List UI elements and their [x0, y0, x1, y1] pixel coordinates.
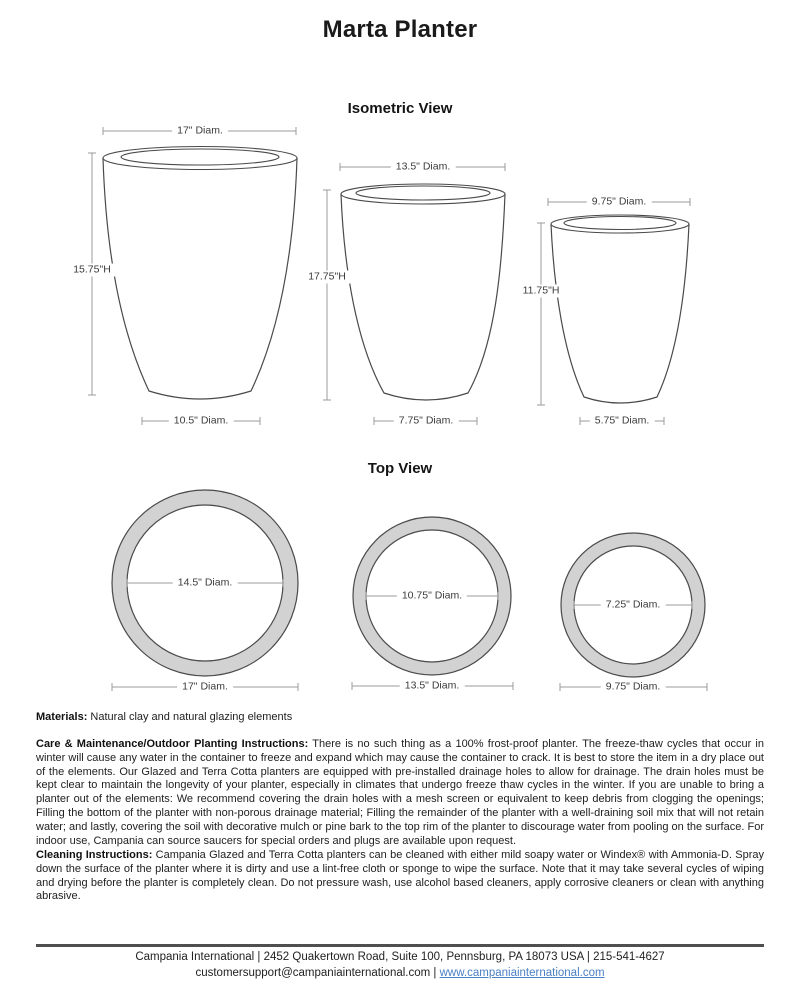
materials-text: Natural clay and natural glazing elements: [90, 711, 293, 723]
cleaning-instructions-paragraph: [36, 849, 764, 904]
footer-divider: [36, 944, 764, 947]
page-title: Marta Planter: [322, 16, 478, 43]
care-text: There is no such thing as a 100% frost-proof planter. The freeze-thaw cycles that occur in winter will cause any water in the container to freeze and expand which may cause the container to crack. It is best to store the item in a dry place out of the elements. Our Glazed and Terra Cotta planters are equipped with pre-installed drainage holes to allow for drainage. The drain holes must be kept clear to maintain the longevity of your planter, especially in climates that undergo freeze thaw cycles in the winter. If you are unable to bring a planter out of the elements: We recommend covering the drain holes with a mesh screen or equivalent to keep debris from clogging the openings; Filling the bottom of the planter with non-porous drainage material; Filling the remainder of the planter with a well-draining soil mix that will not retain water; and lastly, covering the soil with decorative mulch or pine bark to the top rim of the planter to discourage water from pooling on the surface. For indoor use, Campania can source saucers for special orders and plugs are available upon request.: [36, 738, 764, 847]
dim-label-ring-small-outer: 9.75" Diam.: [601, 681, 666, 694]
care-label: Care & Maintenance/Outdoor Planting Instructions:: [36, 738, 309, 750]
footer-email: customersupport@campaniainternational.com: [195, 967, 431, 979]
planter-small-drawing: [537, 198, 690, 425]
planter-large-drawing: [88, 127, 297, 425]
cleaning-label: Cleaning Instructions:: [36, 849, 153, 861]
dim-label-small-bottom-diam: 5.75" Diam.: [590, 415, 655, 428]
dim-label-small-top-diam: 9.75" Diam.: [587, 196, 652, 209]
planter-medium-drawing: [323, 163, 505, 425]
dim-label-ring-medium-outer: 13.5" Diam.: [400, 680, 465, 693]
top-view-ring-small: [560, 533, 707, 691]
care-instructions-paragraph: [36, 738, 764, 848]
dim-label-medium-top-diam: 13.5" Diam.: [391, 161, 456, 174]
materials-label: Materials:: [36, 711, 88, 723]
dim-label-large-bottom-diam: 10.5" Diam.: [169, 415, 234, 428]
dim-label-large-height: 15.75"H: [68, 264, 116, 277]
top-view-ring-medium: [352, 517, 513, 690]
top-view-heading: Top View: [367, 460, 433, 477]
isometric-view-heading: Isometric View: [347, 100, 453, 117]
cleaning-text: Campania Glazed and Terra Cotta planters can be cleaned with either mild soapy water or Windex® with Ammonia-D. Spray down the surface of the planter where it is dirty and use a lint-free cloth or sponge to wipe the surface. Note that it may take several cycles of wiping and drying before the planter is completely clean. Do not pressure wash, use alcohol based cleaners, apply corrosive cleaners or clean with anything abrasive.: [36, 849, 764, 903]
footer-contact-line: Campania International | 2452 Quakertown Road, Suite 100, Pennsburg, PA 18073 USA | 215-541-4627: [135, 951, 665, 963]
top-view-ring-large: [112, 490, 298, 691]
dim-label-ring-small-inner: 7.25" Diam.: [601, 599, 666, 612]
dim-label-large-top-diam: 17" Diam.: [172, 125, 228, 138]
dim-label-ring-large-outer: 17" Diam.: [177, 681, 233, 694]
dim-label-ring-large-inner: 14.5" Diam.: [173, 577, 238, 590]
footer-links-line: [0, 967, 800, 979]
materials-paragraph: [36, 711, 764, 725]
dim-label-medium-bottom-diam: 7.75" Diam.: [394, 415, 459, 428]
footer-separator: |: [433, 967, 437, 979]
footer-website-link[interactable]: www.campaniainternational.com: [439, 967, 605, 979]
dim-label-ring-medium-inner: 10.75" Diam.: [397, 590, 467, 603]
dim-label-small-height: 11.75"H: [518, 285, 565, 298]
dim-label-medium-height: 17.75"H: [303, 271, 351, 284]
